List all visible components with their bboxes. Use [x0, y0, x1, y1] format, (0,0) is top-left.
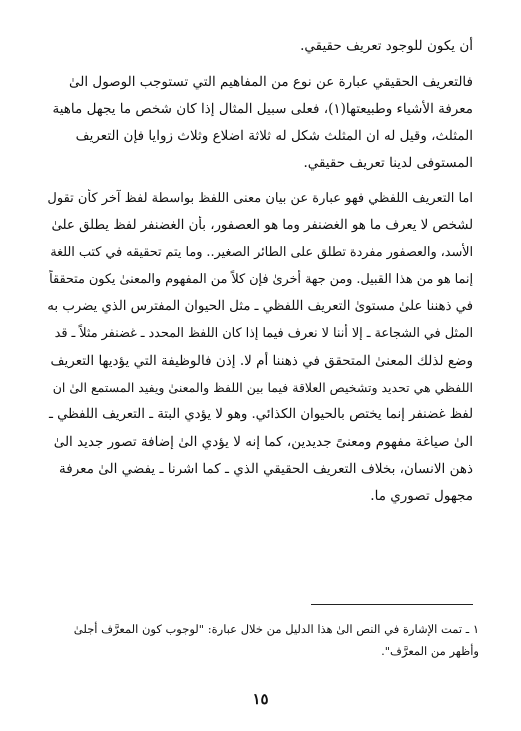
body-line: معرفة الأشياء وطبيعتها(١)، فعلى سبيل المثال إذا كان شخص ما يجهل ماهية — [52, 101, 473, 117]
body-line: لفظ غضنفر إنما يختص بالحيوان الكذائي. وهو لا يؤدي البتة ـ التعريف اللفظي ـ — [49, 407, 473, 422]
body-line: الأسد، والعصفور مفردة تطلق على الطائر الصغير.. وما يتم تحقيقه في كتب اللغة — [50, 245, 473, 260]
body-line: اما التعريف اللفظي فهو عبارة عن بيان معنى اللفظ بواسطة لفظ آخر كأن تقول — [47, 191, 473, 206]
page-number: ١٥ — [252, 690, 269, 708]
body-line: في ذهننا علىٰ مستوىٰ التعريف اللفظي ـ مثل الحيوان المفترس الذي يضرب به — [47, 299, 473, 314]
body-line: فالتعريف الحقيقي عبارة عن نوع من المفاهيم التي تستوجب الوصول الىٰ — [68, 74, 473, 90]
body-line: إنما هو من هذا القبيل. ومن جهة أخرىٰ فإن كلاً من المفهوم والمعنىٰ يكون متحققاً — [49, 272, 473, 287]
body-line: المثلث، وقيل له ان المثلث شكل له ثلاثة اضلاع وثلاث زوايا فإن التعريف — [75, 128, 473, 144]
body-line: المثل في الشجاعة ـ إلا أننا لا نعرف فيما إذا كان اللفظ المحدد ـ غضنفر مثلاً ـ قد — [54, 326, 473, 341]
body-line: مجهول تصوري ما. — [370, 488, 473, 504]
body-line: لشخص لا يعرف ما هو الغضنفر وما هو العصفور، بأن الغضنفر لفظ يطلق علىٰ — [51, 218, 473, 233]
body-line: ذهن الانسان، بخلاف التعريف الحقيقي الذي ـ كما اشرنا ـ يفضي الىٰ معرفة — [59, 461, 473, 477]
body-line: الىٰ صياغة مفهوم ومعنىً جديدين، كما إنه لا يؤدي الىٰ إضافة تصور جديد الىٰ — [53, 434, 473, 450]
body-line: أن يكون للوجود تعريف حقيقي. — [300, 38, 473, 54]
body-line: المستوفى لدينا تعريف حقيقي. — [303, 155, 473, 171]
footnote-line: وأظهر من المعرَّف". — [381, 644, 479, 658]
footnote-separator — [311, 604, 473, 605]
body-line: وضع لذلك المعنىٰ المتحقق في ذهننا أم لا. إذن فالوظيفة التي يؤديها التعريف — [50, 353, 473, 369]
body-line: اللفظي هي تحديد وتشخيص العلاقة فيما بين اللفظ والمعنىٰ ويفيد المستمع الىٰ ان — [52, 380, 473, 395]
footnote-line: ١ ـ تمت الإشارة في النص الىٰ هذا الدليل من خلال عبارة: "لوجوب كون المعرَّف أجلىٰ — [73, 622, 479, 636]
